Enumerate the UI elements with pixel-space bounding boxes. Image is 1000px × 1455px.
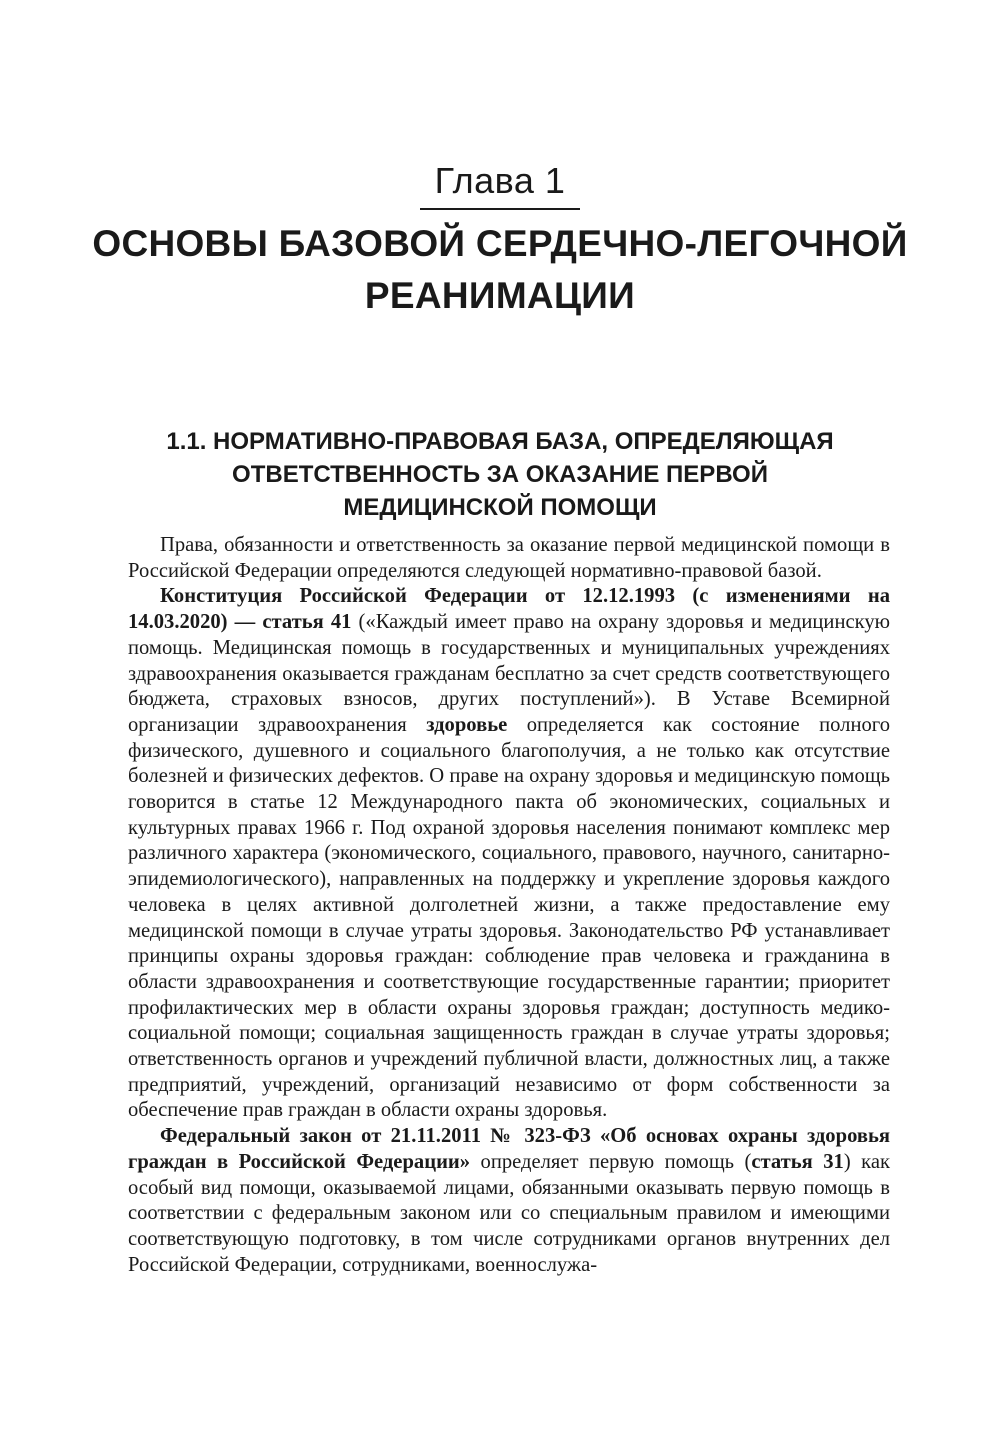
constitution-text-2: определяется как состояние полного физического, душевного и социального благополучия, а не только как отсутствие болезней и физических дефектов. О праве на охрану здоровья и медицинскую помощь говорится в статье 12 Международного пакта об экономических, социальных и культурных правах 1966 г. Под охраной здоровья населения понимают комплекс мер различного характера (экономического, социального, правового, научного, санитарно-эпидемиологического), направленных на поддержку и укрепление здоровья каждого человека в целях активной долголетней жизни, а также предоставление ему медицинской помощи в случае утраты здоровья. Законодательство РФ устанавливает принципы охраны здоровья граждан: соблюдение прав человека и гражданина в области здравоохранения и соответствующие государственные гарантии; приоритет профилактических мер в области охраны здоровья граждан; доступность медико-социальной помощи; социальная защищенность граждан в случае утраты здоровья; ответственность органов и учреждений публичной власти, должностных лиц, а также предприятий, учреждений, организаций независимо от форм собственности за обеспечение прав граждан в области охраны здоровья. [128,713,890,1122]
chapter-title-line-2: РЕАНИМАЦИИ [364,275,636,316]
chapter-label: Глава 1 [434,160,566,201]
term-health: здоровье [426,713,508,736]
chapter-underline [420,208,580,210]
section-title-line-3: МЕДИЦИНСКОЙ ПОМОЩИ [343,494,657,521]
paragraph-constitution [128,584,890,1124]
section-title [120,425,880,524]
chapter-title [40,218,960,322]
section-title-line-2: ОТВЕТСТВЕННОСТЬ ЗА ОКАЗАНИЕ ПЕРВОЙ [232,461,768,488]
body-text [128,533,890,1278]
federal-law-text-2: ) как особый вид помощи, оказываемой лицами, обязанными оказывать первую помощь в соответствии с федеральным законом или со специальным правилом и имеющими соответствующую подготовку, в том числе сотрудниками органов внутренних дел Российской Федерации, сотрудниками, военнослужа- [128,1150,890,1276]
section-title-line-1: 1.1. НОРМАТИВНО-ПРАВОВАЯ БАЗА, ОПРЕДЕЛЯЮЩАЯ [166,428,834,455]
article-31-reference: статья 31 [751,1150,844,1173]
federal-law-reference: Федеральный закон от 21.11.2011 № 323-ФЗ «Об основах охраны здоровья граждан в Российской Федерации» [128,1125,890,1173]
constitution-reference: Конституция Российской Федерации от 12.12.1993 (с изменениями на 14.03.2020) — статья 41 [128,585,890,634]
chapter-title-line-1: ОСНОВЫ БАЗОВОЙ СЕРДЕЧНО-ЛЕГОЧНОЙ [92,223,908,264]
constitution-text-1: («Каждый имеет право на охрану здоровья и медицинскую помощь. Медицинская помощь в государственных и муниципальных учреждениях здравоохранения оказывается гражданам бесплатно за счет средств соответствующего бюджета, страховых взносов, других поступлений»). В Уставе Всемирной организации здравоохранения [128,611,890,736]
paragraph-intro: Права, обязанности и ответственность за оказание первой медицинской помощи в Российской Федерации определяются следующей нормативно-правовой базой. [128,534,890,582]
federal-law-text-1: определяет первую помощь ( [470,1150,752,1173]
paragraph-federal-law [128,1124,890,1278]
